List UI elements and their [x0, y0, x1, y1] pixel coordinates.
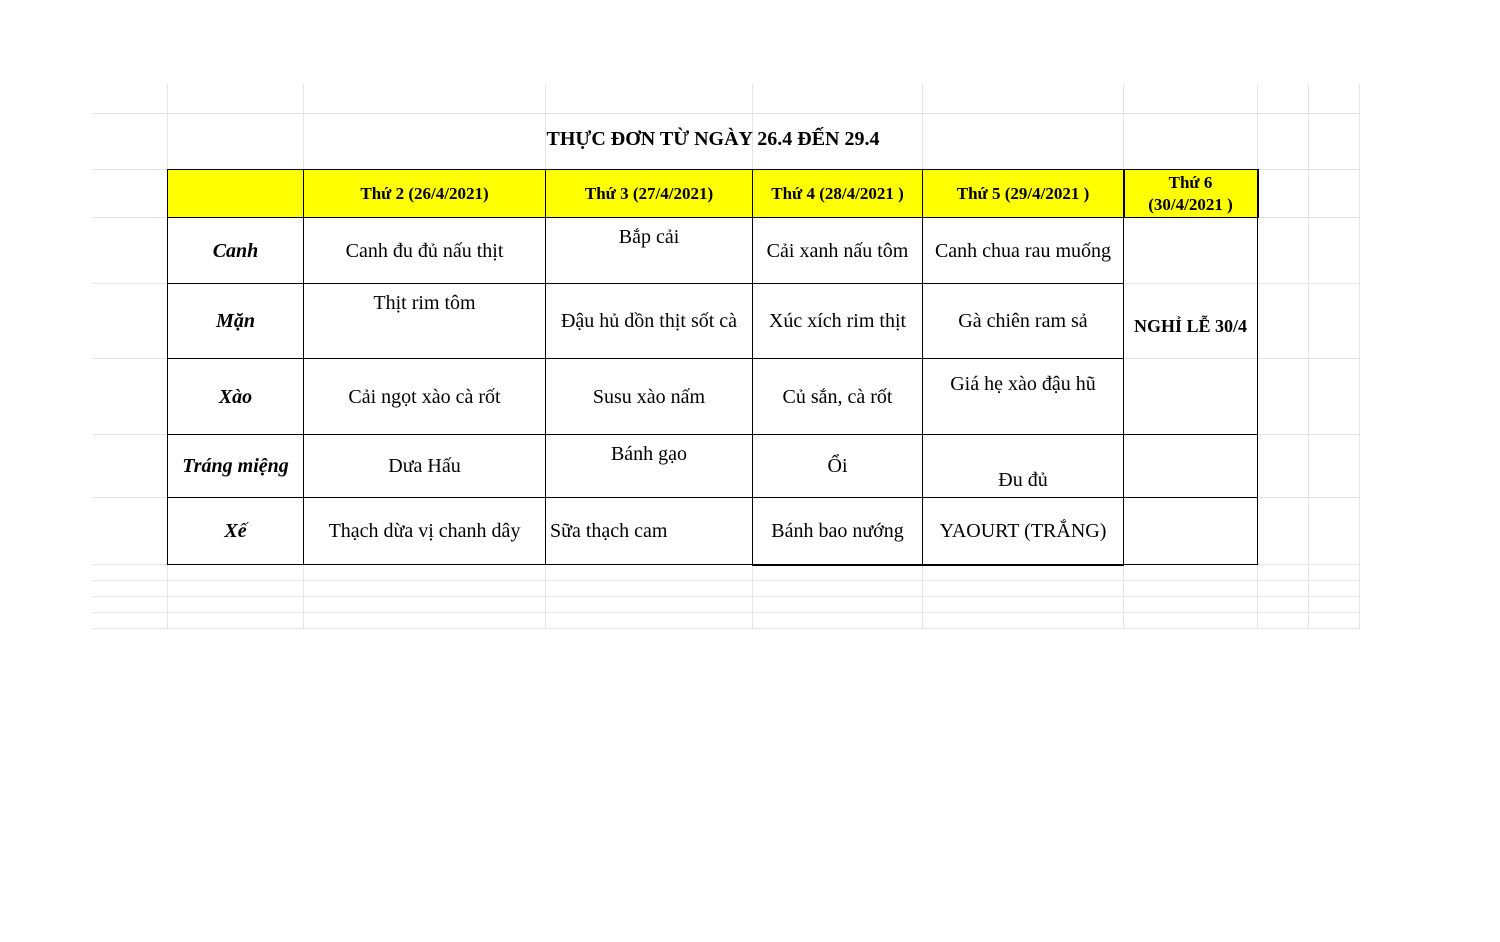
menu-cell[interactable]: Sữa thạch cam — [550, 520, 668, 542]
border-line — [167, 217, 1259, 218]
border-line — [167, 169, 1259, 170]
menu-cell[interactable]: Đu đủ — [998, 469, 1048, 491]
empty-cell[interactable] — [1124, 498, 1257, 564]
header-day-6-line1: Thứ 6 — [1168, 172, 1213, 192]
border-line — [303, 169, 304, 565]
menu-cell[interactable]: Đậu hủ dồn thịt sốt cà — [560, 310, 738, 332]
gridline — [93, 612, 1360, 613]
holiday-cell[interactable]: NGHỈ LỄ 30/4 — [1133, 316, 1248, 336]
border-line — [1258, 169, 1259, 218]
menu-cell[interactable]: Giá hẹ xào đậu hũ — [950, 373, 1096, 395]
gridline — [93, 628, 1360, 629]
border-line — [545, 169, 546, 565]
border-line — [752, 169, 753, 565]
border-line — [167, 434, 1258, 435]
menu-cell[interactable]: Gà chiên ram sả — [958, 310, 1088, 332]
header-day-3[interactable]: Thứ 3 (27/4/2021) — [546, 170, 752, 217]
menu-cell[interactable]: Bánh bao nướng — [771, 520, 904, 542]
header-day-6[interactable] — [1124, 170, 1257, 217]
row-label-xe[interactable]: Xế — [224, 520, 247, 542]
menu-cell[interactable]: YAOURT (TRẮNG) — [939, 520, 1107, 542]
border-line — [167, 358, 1123, 359]
menu-cell[interactable]: Canh đu đủ nấu thịt — [345, 239, 504, 262]
menu-title: THỰC ĐƠN TỪ NGÀY 26.4 ĐẾN 29.4 — [546, 128, 880, 150]
gridline — [1308, 84, 1309, 629]
menu-cell[interactable]: Ổi — [827, 455, 848, 477]
row-label-man[interactable]: Mặn — [216, 310, 255, 332]
header-day-4[interactable]: Thứ 4 (28/4/2021 ) — [753, 170, 922, 217]
border-line — [1257, 169, 1258, 565]
gridline — [93, 580, 1360, 581]
gridline — [93, 113, 1360, 114]
border-line — [167, 169, 168, 565]
row-label-xao[interactable]: Xào — [218, 385, 253, 408]
menu-cell[interactable]: Thịt rim tôm — [373, 292, 476, 314]
menu-cell[interactable]: Dưa Hấu — [388, 455, 461, 477]
border-line — [167, 283, 1123, 284]
border-line — [1124, 169, 1125, 218]
header-corner-cell[interactable] — [168, 170, 303, 217]
row-label-trang-mieng[interactable]: Tráng miệng — [182, 455, 289, 477]
header-day-2[interactable]: Thứ 2 (26/4/2021) — [304, 170, 545, 217]
menu-cell[interactable]: Bắp cải — [618, 226, 680, 248]
menu-cell[interactable]: Susu xào nấm — [592, 385, 706, 408]
row-label-canh[interactable]: Canh — [212, 239, 259, 262]
menu-cell[interactable]: Canh chua rau muống — [934, 239, 1112, 262]
border-line — [752, 565, 1124, 566]
menu-cell[interactable]: Bánh gạo — [610, 443, 688, 465]
border-line — [1123, 169, 1124, 565]
menu-cell[interactable]: Cải xanh nấu tôm — [766, 239, 909, 262]
border-line — [922, 169, 923, 565]
menu-cell[interactable]: Cải ngọt xào cà rốt — [348, 385, 501, 408]
menu-cell[interactable]: Xúc xích rim thịt — [768, 310, 907, 332]
menu-cell[interactable]: Củ sắn, cà rốt — [782, 385, 893, 408]
header-day-5[interactable]: Thứ 5 (29/4/2021 ) — [923, 170, 1123, 217]
gridline — [1359, 84, 1360, 629]
menu-cell[interactable]: Thạch dừa vị chanh dây — [328, 520, 521, 542]
empty-cell[interactable] — [1124, 435, 1257, 497]
gridline — [93, 596, 1360, 597]
border-line — [167, 497, 1258, 498]
header-day-6-line2: (30/4/2021 ) — [1148, 194, 1233, 214]
